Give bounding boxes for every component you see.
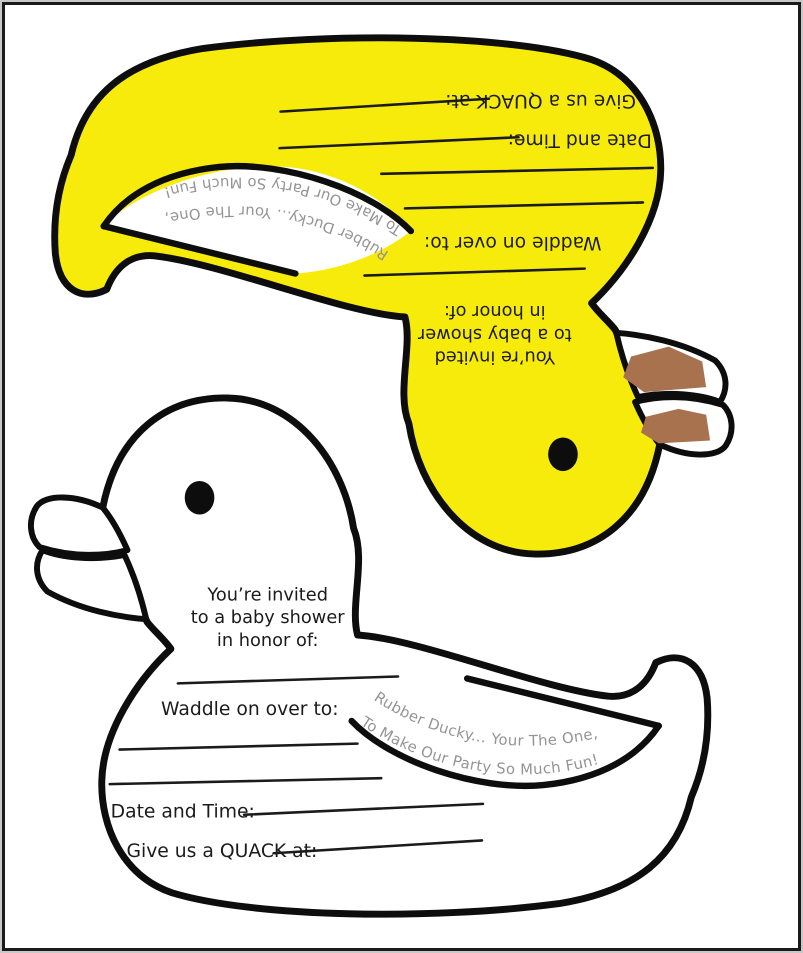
invitation-canvas [2,2,801,951]
invitation-artwork [5,5,798,948]
